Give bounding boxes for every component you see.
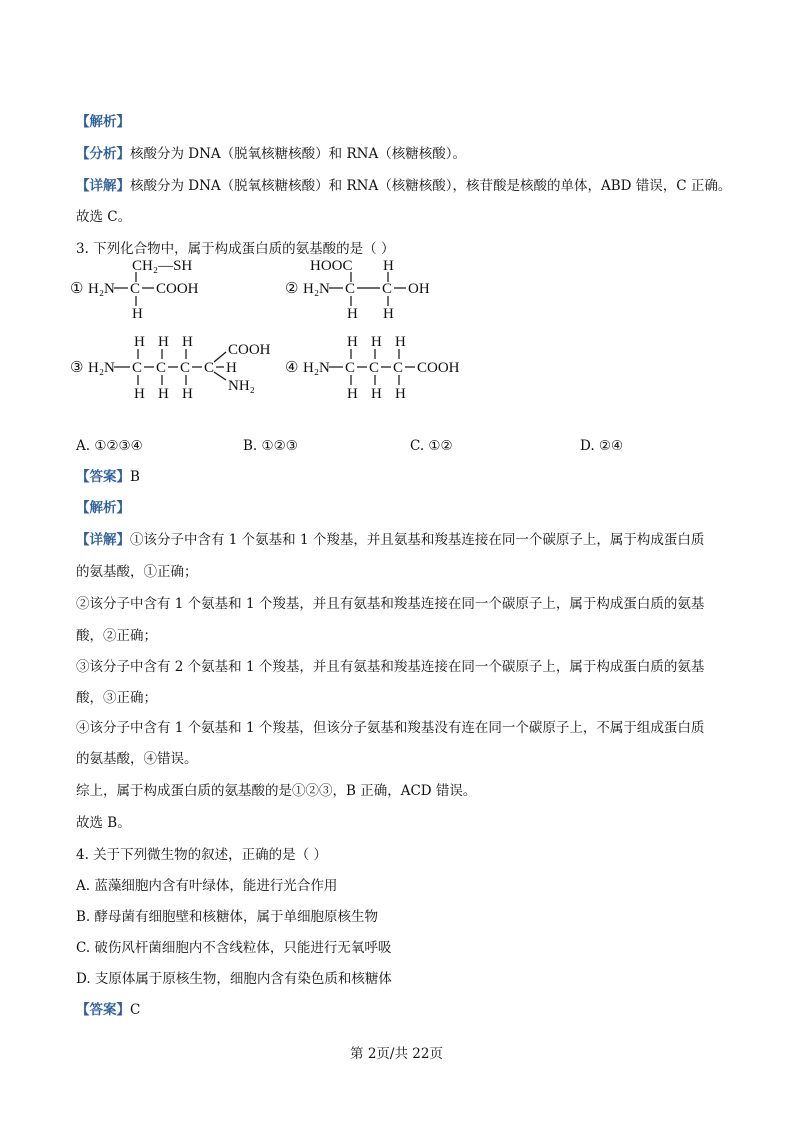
m3-carbon-1: C [132, 360, 143, 376]
m4-top-h-3: H [395, 334, 406, 350]
question-3-stem: 3. 下列化合物中，属于构成蛋白质的氨基酸的是（ ） [76, 241, 395, 257]
analysis-heading: 【解析】 [76, 114, 130, 130]
m3-bot-h-3: H [182, 386, 193, 402]
m4-bot-h-3: H [395, 386, 406, 402]
m1-carboxyl: COOH [156, 281, 199, 297]
m1-amine: H₂N [88, 281, 115, 297]
m2-bottom-hydrogen-1: H [347, 306, 358, 322]
q4-option-d: D. 支原体属于原核生物，细胞内含有染色质和核糖体 [76, 971, 392, 987]
molecule-3-number: ③ [70, 360, 84, 376]
conclusion-q2: 故选 C。 [76, 209, 132, 225]
m1-hydrogen: H [132, 306, 143, 322]
molecule-3 [70, 334, 271, 402]
m3-carbon-2: C [156, 360, 167, 376]
m2-hydroxyl: OH [408, 281, 430, 297]
m3-carboxyl: COOH [228, 342, 271, 358]
molecule-4 [285, 334, 460, 402]
m4-carboxyl: COOH [417, 360, 460, 376]
q3-explain-line-8: 的氨基酸，④错误。 [76, 751, 198, 767]
q3-explain-line-2: 的氨基酸，①正确； [76, 564, 198, 580]
m4-bot-h-2: H [371, 386, 382, 402]
q3-option-b: B. ①②③ [243, 438, 298, 454]
m2-top-carboxyl: HOOC [310, 258, 353, 274]
q3-explain-line-3: ②该分子中含有 1 个氨基和 1 个羧基，并且有氨基和羧基连接在同一个碳原子上，属于构成蛋白质的氨基 [76, 596, 705, 612]
m4-carbon-2: C [369, 360, 380, 376]
q3-explain-line-1: 【详解】①该分子中含有 1 个氨基和 1 个羧基，并且氨基和羧基连接在同一个碳原子上，属于构成蛋白质 [76, 532, 705, 548]
molecule-1-number: ① [70, 281, 84, 297]
m4-carbon-3: C [393, 360, 404, 376]
question-4-stem: 4. 关于下列微生物的叙述，正确的是（ ） [76, 847, 327, 863]
q3-analysis-heading: 【解析】 [76, 500, 130, 516]
m3-bot-h-2: H [158, 386, 169, 402]
q3-explain-line-5: ③该分子中含有 2 个氨基和 1 个羧基，并且有氨基和羧基连接在同一个碳原子上，属于构成蛋白质的氨基 [76, 659, 705, 675]
m3-carbon-3: C [180, 360, 191, 376]
molecule-4-number: ④ [285, 360, 299, 376]
amino-acid-structures [70, 258, 490, 412]
molecule-2-number: ② [285, 281, 299, 297]
q3-summary: 综上，属于构成蛋白质的氨基酸的是①②③，B 正确，ACD 错误。 [76, 783, 477, 799]
m4-carbon-1: C [345, 360, 356, 376]
m2-carbon-1: C [345, 281, 356, 297]
molecule-1 [70, 258, 199, 322]
q3-explain-line-7: ④该分子中含有 1 个氨基和 1 个羧基，但该分子氨基和羧基没有连在同一个碳原子上，不属于组成蛋白质 [76, 720, 705, 736]
q3-option-d: D. ②④ [580, 438, 624, 454]
q4-answer: 【答案】C [76, 1002, 141, 1018]
m4-top-h-1: H [347, 334, 358, 350]
analysis-fenxi: 【分析】核酸分为 DNA（脱氧核糖核酸）和 RNA（核糖核酸）。 [76, 146, 466, 162]
q3-answer: 【答案】B [76, 469, 140, 485]
m3-amine: H₂N [88, 360, 115, 376]
molecule-2 [285, 258, 430, 322]
structures-svg [70, 258, 490, 408]
m2-bottom-hydrogen-2: H [383, 306, 394, 322]
m3-top-h-1: H [134, 334, 145, 350]
page-footer: 第 2页/共 22页 [350, 1046, 443, 1062]
m4-amine: H₂N [303, 360, 330, 376]
q3-explain-line-6: 酸，③正确； [76, 690, 157, 706]
q4-option-c: C. 破伤风杆菌细胞内不含线粒体，只能进行无氧呼吸 [76, 940, 392, 956]
m3-right-hydrogen: H [226, 360, 237, 376]
m4-bot-h-1: H [347, 386, 358, 402]
q3-conclusion: 故选 B。 [76, 815, 131, 831]
m2-carbon-2: C [382, 281, 393, 297]
m2-top-hydrogen: H [383, 258, 394, 274]
m1-side-chain: CH₂—SH [132, 258, 193, 274]
m3-carbon-4: C [204, 360, 215, 376]
analysis-xiangjie: 【详解】核酸分为 DNA（脱氧核糖核酸）和 RNA（核糖核酸），核苷酸是核酸的单体，ABD 错误，C 正确。 [76, 178, 732, 194]
q4-option-a: A. 蓝藻细胞内含有叶绿体，能进行光合作用 [76, 878, 338, 894]
m4-top-h-2: H [371, 334, 382, 350]
m1-carbon: C [130, 281, 141, 297]
m3-second-amine: NH₂ [228, 378, 255, 394]
m3-top-h-3: H [182, 334, 193, 350]
q3-option-c: C. ①② [410, 438, 453, 454]
q3-option-a: A. ①②③④ [76, 438, 143, 454]
m3-bot-h-1: H [134, 386, 145, 402]
m3-top-h-2: H [158, 334, 169, 350]
q4-option-b: B. 酵母菌有细胞壁和核糖体，属于单细胞原核生物 [76, 909, 379, 925]
q3-explain-line-4: 酸，②正确； [76, 628, 157, 644]
m2-amine: H₂N [303, 281, 330, 297]
